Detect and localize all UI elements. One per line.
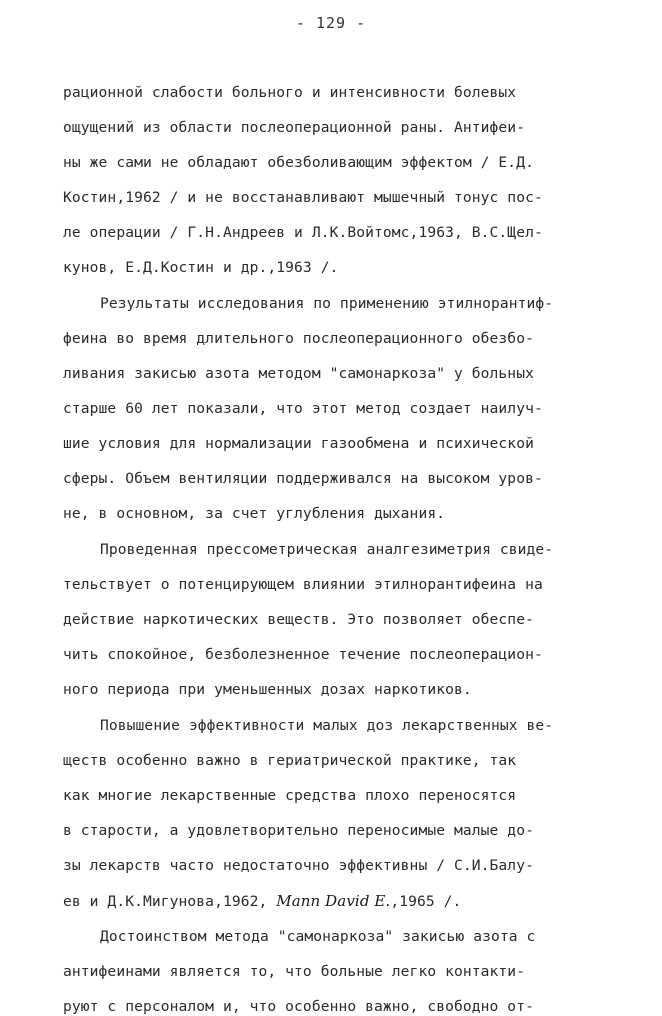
text-line: тельствует о потенцирующем влиянии этилнорантифеина на <box>63 576 543 593</box>
text-line <box>63 892 461 911</box>
text-line: рационной слабости больного и интенсивности болевых <box>63 84 517 101</box>
text-line: Повышение эффективности малых доз лекарственных ве- <box>100 717 554 734</box>
text-line: антифеинами является то, что больные легко контакти- <box>63 963 526 980</box>
text-line: Достоинством метода "самонаркоза" закисью азота с <box>100 928 536 945</box>
text-line: кунов, Е.Д.Костин и др.,1963 /. <box>63 259 339 276</box>
text-line: ществ особенно важно в гериатрической практике, так <box>63 752 517 769</box>
text-line: Костин,1962 / и не восстанавливают мышечный тонус пос- <box>63 189 543 206</box>
text-line: сферы. Объем вентиляции поддерживался на высоком уров- <box>63 470 543 487</box>
text-line: не, в основном, за счет углубления дыхания. <box>63 505 446 522</box>
handwritten-name: Mann David E. <box>276 892 391 910</box>
text-line: Результаты исследования по применению этилнорантиф- <box>100 295 554 312</box>
citation-tail: ,1965 /. <box>390 893 462 910</box>
text-line: ного периода при уменьшенных дозах наркотиков. <box>63 681 472 698</box>
text-line: ны же сами не обладают обезболивающим эффектом / Е.Д. <box>63 154 534 171</box>
text-line: ощущений из области послеоперационной раны. Антифеи- <box>63 119 526 136</box>
text-line: как многие лекарственные средства плохо переносятся <box>63 787 517 804</box>
text-line: в старости, а удовлетворительно переносимые малые до- <box>63 822 534 839</box>
citation-text: ев и Д.К.Мигунова,1962, <box>63 893 268 910</box>
text-line: действие наркотических веществ. Это позволяет обеспе- <box>63 611 534 628</box>
text-line: чить спокойное, безболезненное течение послеоперацион- <box>63 646 543 663</box>
text-line: ливания закисью азота методом "самонаркоза" у больных <box>63 365 534 382</box>
text-line: ле операции / Г.Н.Андреев и Л.К.Войтомс,1963, В.С.Щел- <box>63 224 543 241</box>
text-line: старше 60 лет показали, что этот метод создает наилуч- <box>63 400 543 417</box>
text-line: зы лекарств часто недостаточно эффективны / С.И.Балу- <box>63 857 534 874</box>
text-line: шие условия для нормализации газообмена и психической <box>63 435 534 452</box>
text-line: феина во время длительного послеоперационного обезбо- <box>63 330 534 347</box>
page-number: - 129 - <box>295 14 367 32</box>
text-line: руют с персоналом и, что особенно важно, свободно от- <box>63 998 534 1015</box>
text-line: Проведенная прессометрическая аналгезиметрия свиде- <box>100 541 554 558</box>
